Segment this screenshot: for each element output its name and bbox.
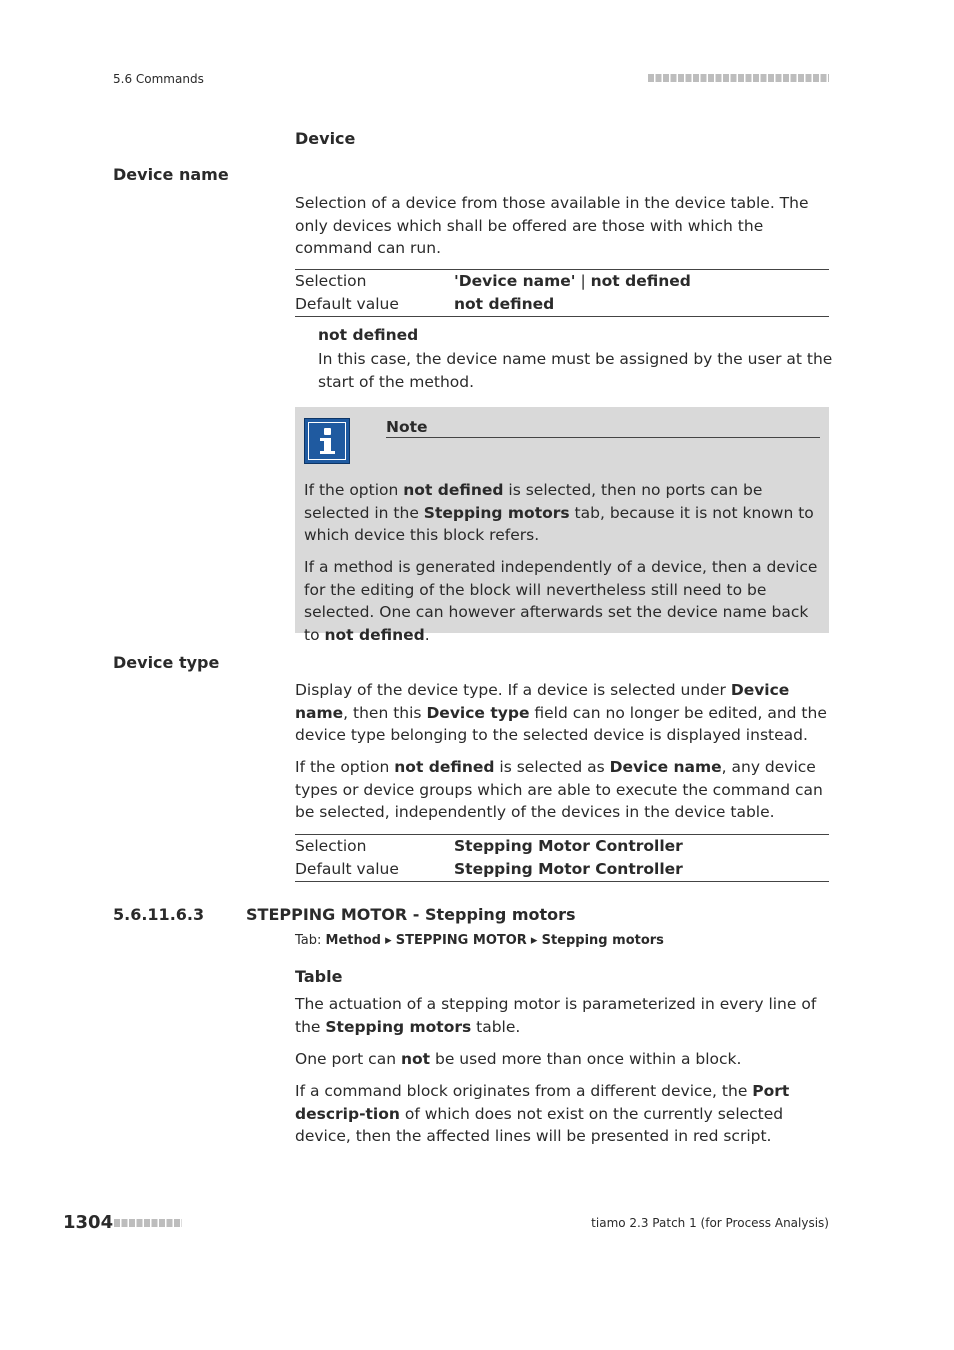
selection-label: Selection [295, 837, 367, 855]
page-number: 1304 [63, 1212, 114, 1233]
tab-breadcrumb: Tab: Method ▸ STEPPING MOTOR ▸ Stepping motors [295, 933, 664, 948]
device-name-description: Selection of a device from those available in the device table. The only devices which shall be offered are those with which the command can run. [295, 194, 809, 257]
selection-value-not-defined: not defined [590, 272, 691, 290]
selection-label: Selection [295, 272, 367, 290]
option-not-defined-title: not defined [318, 326, 419, 344]
default-value-row [295, 293, 829, 316]
default-value: Stepping Motor Controller [454, 860, 683, 878]
selection-separator: | [575, 272, 591, 290]
breadcrumb-arrow-icon: ▸ [526, 933, 542, 948]
default-value: not defined [454, 295, 555, 313]
device-name-table [295, 269, 829, 317]
table-paragraph-3: If a command block originates from a different device, the Port descrip-tion of which does not exist on the currently selected device, then the affected lines will be presented in red script. [295, 1082, 790, 1145]
table-paragraph-2: One port can not be used more than once within a block. [295, 1050, 742, 1068]
device-type-paragraph-2: If the option not defined is selected as Device name, any device types or device groups which are able to execute the command can be selected, independently of the devices in the device table. [295, 758, 823, 821]
header-dot-rule [648, 74, 829, 82]
selection-value-device-name: 'Device name' [454, 272, 576, 290]
note-paragraph-1: If the option not defined is selected, then no ports can be selected in the Stepping motors tab, because it is not known to which device this block refers. [304, 481, 814, 544]
table-paragraph-1: The actuation of a stepping motor is parameterized in every line of the Stepping motors table. [295, 995, 817, 1036]
option-not-defined-text: In this case, the device name must be assigned by the user at the start of the method. [318, 350, 833, 391]
note-title: Note [386, 418, 820, 438]
section-number: 5.6.11.6.3 [113, 905, 205, 924]
selection-row [295, 835, 829, 858]
breadcrumb-arrow-icon: ▸ [381, 933, 396, 948]
device-type-label: Device type [113, 653, 220, 672]
note-paragraph-2: If a method is generated independently of a device, then a device for the editing of the block will nevertheless still need to be selected. One can however afterwards set the device name back to not defined. [304, 558, 818, 644]
selection-value: Stepping Motor Controller [454, 837, 683, 855]
running-header-section: 5.6 Commands [113, 72, 204, 86]
info-icon [304, 418, 350, 464]
device-heading: Device [295, 129, 356, 148]
section-title: STEPPING MOTOR - Stepping motors [246, 905, 576, 924]
default-value-row [295, 858, 829, 881]
device-type-table [295, 834, 829, 882]
table-heading: Table [295, 967, 343, 986]
default-value-label: Default value [295, 860, 399, 878]
selection-row [295, 270, 829, 293]
product-name: tiamo 2.3 Patch 1 (for Process Analysis) [591, 1216, 829, 1230]
default-value-label: Default value [295, 295, 399, 313]
footer-dot-rule [114, 1219, 182, 1227]
device-name-label: Device name [113, 165, 229, 184]
device-type-paragraph-1: Display of the device type. If a device is selected under Device name, then this Device type field can no longer be edited, and the device type belonging to the selected device is displayed instead. [295, 681, 827, 744]
